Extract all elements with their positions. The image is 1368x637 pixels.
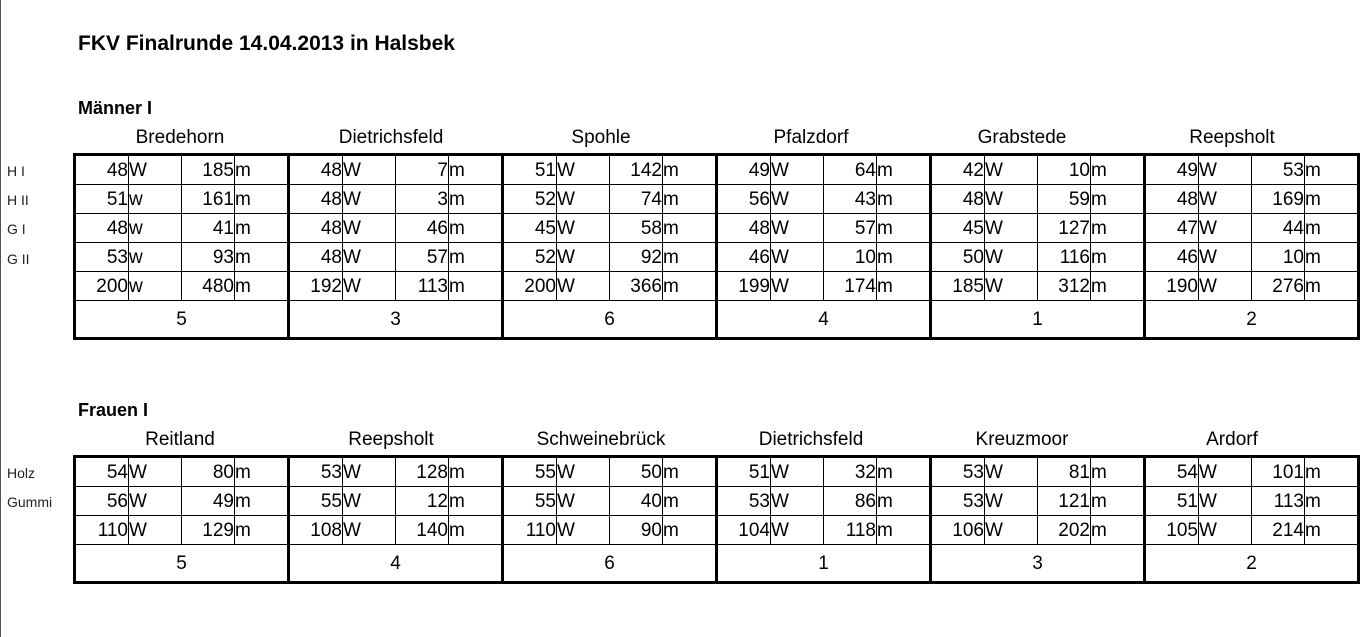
throws-unit: W: [557, 214, 610, 243]
row-label: Holz: [7, 465, 36, 481]
throws-unit: W: [985, 487, 1038, 516]
throws-value: 190: [1145, 272, 1199, 301]
meters-unit: m: [663, 272, 717, 301]
row-label: H I: [7, 163, 25, 179]
throws-unit: W: [985, 185, 1038, 214]
meters-unit: m: [235, 243, 289, 272]
team-header: Ardorf: [1206, 429, 1258, 450]
rank-row: [75, 301, 1359, 339]
meters-unit: m: [235, 185, 289, 214]
rank-cell: 5: [75, 301, 289, 339]
meters-unit: m: [449, 243, 503, 272]
throws-value: 53: [717, 487, 771, 516]
throws-value: 106: [931, 516, 985, 545]
throws-unit: W: [771, 516, 824, 545]
row-label: H II: [7, 192, 29, 208]
throws-value: 52: [503, 243, 557, 272]
document-title: FKV Finalrunde 14.04.2013 in Halsbek: [78, 32, 455, 55]
meters-unit: m: [235, 487, 289, 516]
meters-unit: m: [1091, 487, 1145, 516]
throws-unit: W: [985, 214, 1038, 243]
meters-unit: m: [235, 457, 289, 487]
throws-unit: W: [985, 155, 1038, 185]
throws-value: 48: [289, 214, 343, 243]
throws-value: 54: [75, 457, 129, 487]
throws-value: 53: [289, 457, 343, 487]
meters-unit: m: [235, 155, 289, 185]
meters-value: 57: [396, 243, 449, 272]
throws-unit: W: [1199, 487, 1252, 516]
meters-value: 43: [824, 185, 877, 214]
throws-value: 47: [1145, 214, 1199, 243]
meters-unit: m: [663, 214, 717, 243]
throws-value: 200: [503, 272, 557, 301]
throws-unit: w: [129, 272, 182, 301]
throws-unit: W: [1199, 516, 1252, 545]
throws-unit: W: [771, 272, 824, 301]
throws-unit: W: [985, 457, 1038, 487]
meters-value: 90: [610, 516, 663, 545]
table-row: [75, 487, 1359, 516]
throws-unit: W: [343, 214, 396, 243]
throws-value: 48: [931, 185, 985, 214]
meters-value: 480: [182, 272, 235, 301]
throws-value: 49: [1145, 155, 1199, 185]
meters-value: 214: [1252, 516, 1305, 545]
throws-unit: W: [1199, 272, 1252, 301]
throws-value: 48: [289, 185, 343, 214]
meters-value: 142: [610, 155, 663, 185]
rank-cell: 4: [717, 301, 931, 339]
meters-unit: m: [663, 457, 717, 487]
throws-unit: W: [771, 243, 824, 272]
meters-value: 92: [610, 243, 663, 272]
table-row: [75, 155, 1359, 185]
meters-unit: m: [877, 214, 931, 243]
meters-value: 276: [1252, 272, 1305, 301]
team-header: Bredehorn: [135, 127, 225, 148]
results-table-maenner: [73, 153, 1360, 340]
meters-value: 366: [610, 272, 663, 301]
meters-value: 57: [824, 214, 877, 243]
meters-value: 10: [1038, 155, 1091, 185]
rank-row: [75, 545, 1359, 583]
meters-value: 40: [610, 487, 663, 516]
meters-unit: m: [235, 214, 289, 243]
meters-unit: m: [235, 516, 289, 545]
table-row: [75, 516, 1359, 545]
throws-value: 54: [1145, 457, 1199, 487]
throws-value: 48: [289, 155, 343, 185]
throws-value: 55: [289, 487, 343, 516]
meters-unit: m: [1305, 516, 1359, 545]
throws-unit: W: [1199, 457, 1252, 487]
throws-value: 52: [503, 185, 557, 214]
meters-unit: m: [877, 457, 931, 487]
throws-value: 48: [289, 243, 343, 272]
table-row: [75, 457, 1359, 487]
throws-value: 55: [503, 487, 557, 516]
throws-value: 105: [1145, 516, 1199, 545]
team-header: Reepsholt: [1189, 127, 1275, 148]
throws-unit: W: [129, 487, 182, 516]
team-header: Dietrichsfeld: [338, 127, 444, 148]
meters-unit: m: [1305, 457, 1359, 487]
meters-unit: m: [1305, 272, 1359, 301]
throws-value: 110: [503, 516, 557, 545]
results-table-frauen: [73, 455, 1360, 584]
meters-value: 86: [824, 487, 877, 516]
meters-value: 10: [824, 243, 877, 272]
throws-unit: W: [985, 243, 1038, 272]
meters-unit: m: [877, 516, 931, 545]
throws-unit: w: [129, 185, 182, 214]
meters-unit: m: [1305, 185, 1359, 214]
rank-cell: 4: [289, 545, 503, 583]
meters-value: 80: [182, 457, 235, 487]
meters-value: 140: [396, 516, 449, 545]
rank-cell: 3: [931, 545, 1145, 583]
rank-cell: 2: [1145, 301, 1359, 339]
throws-value: 48: [717, 214, 771, 243]
meters-value: 3: [396, 185, 449, 214]
throws-unit: W: [1199, 214, 1252, 243]
team-header: Grabstede: [977, 127, 1067, 148]
meters-value: 7: [396, 155, 449, 185]
throws-unit: W: [771, 185, 824, 214]
meters-value: 58: [610, 214, 663, 243]
meters-unit: m: [663, 155, 717, 185]
meters-unit: m: [1305, 487, 1359, 516]
meters-unit: m: [877, 272, 931, 301]
meters-unit: m: [1091, 243, 1145, 272]
throws-unit: W: [343, 487, 396, 516]
team-header: Reepsholt: [348, 429, 434, 450]
meters-unit: m: [449, 214, 503, 243]
throws-value: 200: [75, 272, 129, 301]
throws-unit: W: [343, 516, 396, 545]
meters-value: 174: [824, 272, 877, 301]
meters-value: 41: [182, 214, 235, 243]
meters-unit: m: [877, 243, 931, 272]
throws-value: 104: [717, 516, 771, 545]
meters-unit: m: [449, 185, 503, 214]
meters-value: 312: [1038, 272, 1091, 301]
meters-unit: m: [449, 272, 503, 301]
throws-unit: W: [343, 155, 396, 185]
throws-value: 46: [717, 243, 771, 272]
rank-cell: 2: [1145, 545, 1359, 583]
meters-unit: m: [877, 487, 931, 516]
table-row: [75, 243, 1359, 272]
row-label: Gummi: [7, 494, 53, 510]
throws-value: 185: [931, 272, 985, 301]
throws-value: 46: [1145, 243, 1199, 272]
throws-value: 45: [931, 214, 985, 243]
throws-unit: W: [343, 185, 396, 214]
section-title-frauen: Frauen I: [78, 400, 149, 420]
team-header: Pfalzdorf: [773, 127, 849, 148]
throws-unit: W: [771, 457, 824, 487]
meters-unit: m: [877, 155, 931, 185]
throws-value: 56: [717, 185, 771, 214]
meters-value: 53: [1252, 155, 1305, 185]
meters-unit: m: [1305, 155, 1359, 185]
team-header: Spohle: [571, 127, 631, 148]
throws-unit: W: [343, 457, 396, 487]
table-row: [75, 214, 1359, 243]
meters-value: 169: [1252, 185, 1305, 214]
throws-unit: W: [771, 155, 824, 185]
meters-value: 93: [182, 243, 235, 272]
meters-value: 128: [396, 457, 449, 487]
team-header: Reitland: [145, 429, 215, 450]
meters-unit: m: [1091, 457, 1145, 487]
meters-unit: m: [1091, 155, 1145, 185]
meters-value: 185: [182, 155, 235, 185]
meters-value: 64: [824, 155, 877, 185]
throws-value: 199: [717, 272, 771, 301]
throws-value: 108: [289, 516, 343, 545]
meters-unit: m: [663, 516, 717, 545]
meters-unit: m: [663, 487, 717, 516]
meters-unit: m: [1091, 214, 1145, 243]
throws-value: 50: [931, 243, 985, 272]
meters-value: 118: [824, 516, 877, 545]
throws-value: 51: [717, 457, 771, 487]
throws-value: 55: [503, 457, 557, 487]
throws-unit: W: [771, 214, 824, 243]
throws-value: 51: [503, 155, 557, 185]
throws-value: 53: [75, 243, 129, 272]
throws-unit: W: [771, 487, 824, 516]
throws-value: 45: [503, 214, 557, 243]
meters-value: 46: [396, 214, 449, 243]
meters-value: 113: [396, 272, 449, 301]
throws-value: 110: [75, 516, 129, 545]
throws-value: 192: [289, 272, 343, 301]
team-header: Schweinebrück: [536, 429, 666, 450]
throws-value: 51: [1145, 487, 1199, 516]
throws-value: 49: [717, 155, 771, 185]
throws-unit: W: [985, 272, 1038, 301]
meters-unit: m: [449, 487, 503, 516]
meters-value: 12: [396, 487, 449, 516]
meters-value: 101: [1252, 457, 1305, 487]
throws-unit: W: [1199, 155, 1252, 185]
throws-unit: W: [557, 185, 610, 214]
meters-value: 121: [1038, 487, 1091, 516]
meters-value: 50: [610, 457, 663, 487]
throws-unit: W: [129, 457, 182, 487]
throws-value: 56: [75, 487, 129, 516]
throws-value: 42: [931, 155, 985, 185]
throws-unit: W: [557, 487, 610, 516]
rank-cell: 6: [503, 545, 717, 583]
throws-unit: w: [129, 243, 182, 272]
throws-unit: W: [557, 272, 610, 301]
meters-value: 10: [1252, 243, 1305, 272]
throws-unit: W: [985, 516, 1038, 545]
throws-unit: W: [557, 155, 610, 185]
throws-value: 48: [75, 155, 129, 185]
rank-cell: 5: [75, 545, 289, 583]
throws-unit: w: [129, 214, 182, 243]
meters-unit: m: [877, 185, 931, 214]
meters-value: 44: [1252, 214, 1305, 243]
table-row: [75, 185, 1359, 214]
meters-unit: m: [1305, 243, 1359, 272]
rank-cell: 6: [503, 301, 717, 339]
meters-value: 49: [182, 487, 235, 516]
meters-value: 32: [824, 457, 877, 487]
left-border-line: [0, 0, 1, 637]
meters-value: 74: [610, 185, 663, 214]
meters-value: 116: [1038, 243, 1091, 272]
rank-cell: 1: [931, 301, 1145, 339]
meters-unit: m: [449, 457, 503, 487]
throws-value: 51: [75, 185, 129, 214]
row-label: G II: [7, 251, 30, 267]
meters-value: 127: [1038, 214, 1091, 243]
throws-unit: W: [129, 516, 182, 545]
throws-value: 48: [75, 214, 129, 243]
throws-unit: W: [1199, 243, 1252, 272]
throws-unit: W: [343, 243, 396, 272]
meters-unit: m: [663, 243, 717, 272]
throws-value: 48: [1145, 185, 1199, 214]
meters-unit: m: [1305, 214, 1359, 243]
throws-unit: W: [343, 272, 396, 301]
team-header: Kreuzmoor: [975, 429, 1069, 450]
meters-value: 161: [182, 185, 235, 214]
meters-unit: m: [1091, 185, 1145, 214]
meters-value: 81: [1038, 457, 1091, 487]
meters-unit: m: [449, 516, 503, 545]
meters-unit: m: [663, 185, 717, 214]
team-header: Dietrichsfeld: [758, 429, 864, 450]
throws-value: 53: [931, 457, 985, 487]
throws-unit: W: [557, 457, 610, 487]
row-label: G I: [7, 221, 26, 237]
meters-unit: m: [1091, 516, 1145, 545]
meters-value: 59: [1038, 185, 1091, 214]
meters-unit: m: [235, 272, 289, 301]
meters-unit: m: [1091, 272, 1145, 301]
throws-unit: W: [129, 155, 182, 185]
throws-value: 53: [931, 487, 985, 516]
section-title-maenner: Männer I: [78, 98, 153, 118]
meters-value: 202: [1038, 516, 1091, 545]
throws-unit: W: [1199, 185, 1252, 214]
meters-value: 129: [182, 516, 235, 545]
throws-unit: W: [557, 516, 610, 545]
rank-cell: 3: [289, 301, 503, 339]
throws-unit: W: [557, 243, 610, 272]
rank-cell: 1: [717, 545, 931, 583]
meters-unit: m: [449, 155, 503, 185]
table-row: [75, 272, 1359, 301]
meters-value: 113: [1252, 487, 1305, 516]
